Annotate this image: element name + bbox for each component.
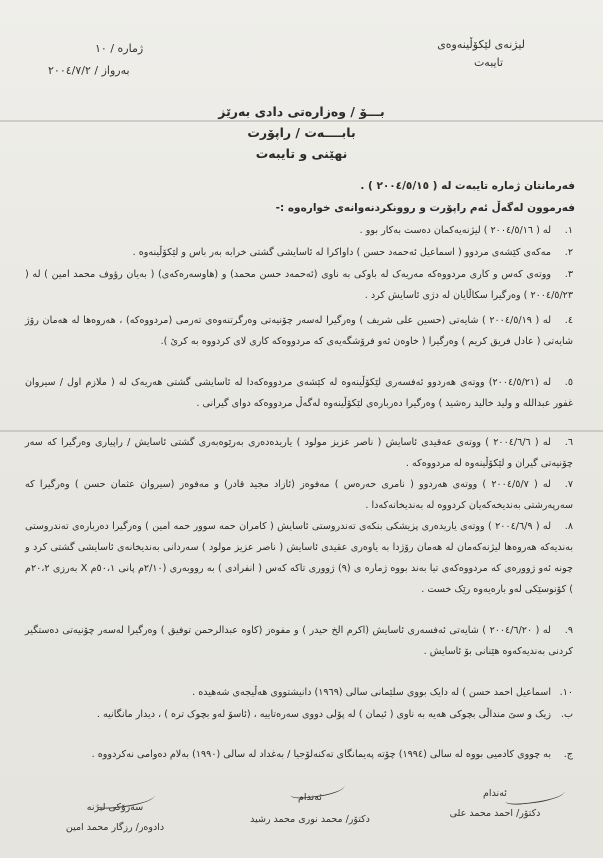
document-number: ژمارە / ١٠	[95, 42, 144, 55]
signature-member-2-role: ئەندام	[298, 792, 322, 803]
intro-reference: فەرمانتان ژمارە تایبەت لە ( ٢٠٠٤/٥/١٥ ) .	[360, 180, 575, 192]
signature-member-2-name: دکتۆر/ محمد نوری محمد رشید	[250, 814, 370, 825]
item-1: ١.لە ( ٢٠٠٤/٥/١٦ ) لیژنەیەکمان دەست بەکار بوو .	[359, 225, 573, 236]
classification: نهێنی و تایبەت	[255, 146, 348, 161]
detail-a: ١٠.اسماعیل احمد حسن ) لە دایک بووی سلێمانی سالی (١٩٦٩) دانیشتووی هەڵیجەی شەهیدە .	[192, 687, 573, 698]
signature-chair-name: دادوەر/ رزگار محمد امین	[65, 822, 165, 833]
item-8: ٨.لە ( ٢٠٠٤/٦/٩ ) ووتەی یاریدەری پزیشکی بنکەی تەندروستی ئاسایش ( کامران حمە سوور حمە امین ) وەرگیرا دەربارەی تەندروستی بەندیەکە هەروەها لیژنەکەمان لە هەمان رۆژدا بە یاوەری عقیدی ئاسایش ( ناصر عزیز مولود ) سەردانی بەندیخانەی ئاسایشی گشتی کرد و چونە ئەو ژوورەی کە مردووەکەی تیا بەند بووە ژمارە ی (٩) ژووری تاکە کەس ( انفرادی ) بە رووبەری (٢/١٠م پانی ٥٠،١م X بەرزی ٢٠،٢م ) کۆنوسێکی لەو بارەیەوە رێک خست .	[25, 521, 573, 595]
paper-fold	[0, 120, 603, 122]
detail-b: ب.زیک و سێ منداڵی بچوکی هەیە بە ناوی ( ئیمان ) لە پۆلی دووی سەرەتاییە ، (ئاسۆ لەو بچوک ترە ) ، دیدار مانگانیە .	[96, 709, 573, 720]
intro-statement: فەرموون لەگەڵ ئەم راپۆرت و روونکردنەوانەی خوارەوە :-	[275, 202, 575, 214]
org-name-line2: تایبەت	[473, 56, 503, 69]
item-7: ٧.لە ( ٢٠٠٤/٥/٧ ) ووتەی هەردوو ( نامری حەرەس ) مەفوەز (ئازاد مجید قادر) و مەفوەز (سیروان عثمان حسن ) وەرگیرا کە سەرپەرشتی بەندیخەکەیان کردووە لە بەندیخانەکەدا .	[25, 479, 573, 511]
item-4: ٤.لە ( ٢٠٠٤/٥/١٩ ) شایەتی (حسین علی شریف ) وەرگیرا لەسەر چۆنیەتی وەرگرتنەوەی تەرمی (مردووەکە) ، هەروەها لە هەمان رۆژ شایەتی ( عادل فریق کریم ) وەرگیرا ( خاوەن ئەو فرۆشگەیەی کە مردووەکە کاری لای کردووە بە کرێ ).	[25, 315, 573, 347]
detail-c: ج.بە چووی کادمیی بووە لە سالی (١٩٩٤) چۆتە پەیمانگای تەکنەلۆجیا / بەغداد لە سالی (١٩٩٠) بەلام دەوامی نەکردووە .	[91, 749, 573, 760]
signature-chair-role: سەرۆکی لیژنە	[86, 802, 144, 813]
item-6: ٦.لە ( ٢٠٠٤/٦/٦ ) ووتەی عەقیدی ئاسایش ( ناصر عزیز مولود ) یاریدەدەری بەرێوەبەری گشتی ئاسایش / راپیاری وەرگیرا کە سەر چۆنیەتی گیران و لێکۆڵینەوە لە مردووەکە .	[25, 437, 573, 469]
org-name-line1: لیژنەی لێکۆڵینەوەی	[437, 38, 525, 51]
document-date: بەرواز / ٢٠٠٤/٧/٢	[48, 64, 130, 77]
signature-member-1-name: دکتۆر/ احمد محمد علی	[449, 808, 541, 819]
subject-line: بابــــەت / راپۆرت	[247, 125, 356, 140]
signature-member-1-role: ئەندام	[483, 788, 507, 799]
item-9: ٩.لە ( ٢٠٠٤/٦/٢٠ ) شایەتی ئەفسەری ئاسایش (اکرم الخ حیدر ) و مفوەز (کاوە عبدالرحمن توفیق ) وەرگیرا لەسەر چۆنیەتی دەستگیر کردنی بەندیەکەوە هێنانی بۆ ئاسایش .	[25, 625, 573, 657]
item-2: ٢.مەکەی کێشەی مردوو ( اسماعیل ئەحمەد حسن ) داواکرا لە ئاسایشی گشتی خرابە بەر باس و لێکۆڵینەوە .	[132, 247, 573, 258]
addressee: بـــۆ / وەزارەتی دادی بەرێز	[218, 104, 385, 119]
item-5: ٥.لە (٢٠٠٤/٥/٢١) ووتەی هەردوو ئەفسەری لێکۆڵینەوە لە کێشەی مردووەکەدا لە ئاسایشی گشتی هەریەک لە ( ملازم اول / سیروان غفور عبدالله و ولید خالید رەشید ) وەرگیرا دەربارەی لێکۆڵینەوە لەگەڵ مردووەکە دوای گیرانی .	[25, 377, 573, 409]
item-3: ٣.ووتەی کەس و کاری مردووەکە مەریەک لە باوکی بە ناوی (ئەحمەد حسن محمد) و (هاوسەرەکەی) ( بەیان رؤوف محمد امین ) لە ( ٢٠٠٤/٥/٢٣ ) وەرگیرا سکاڵایان لە دژی ئاسایش کرد .	[25, 269, 573, 301]
